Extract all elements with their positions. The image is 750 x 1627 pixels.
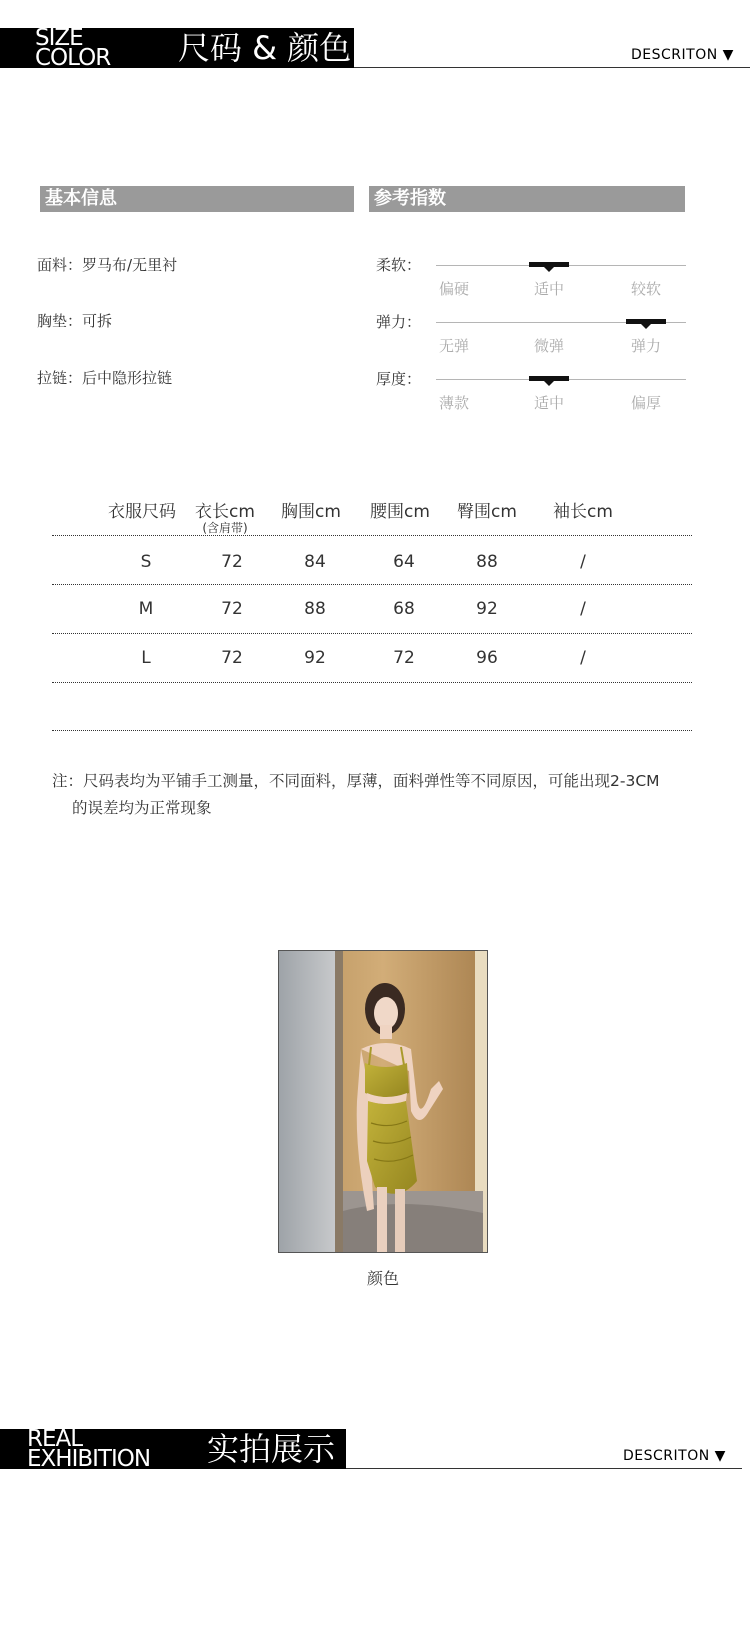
table-header: 胸围cm bbox=[281, 502, 341, 522]
table-header: 衣长cm bbox=[195, 502, 255, 522]
table-divider bbox=[52, 682, 692, 683]
header-cn-title: 实拍展示 bbox=[207, 1430, 336, 1468]
info-key: 面料： bbox=[37, 256, 83, 274]
basic-info-title: 基本信息 bbox=[40, 186, 354, 212]
table-header: 腰围cm bbox=[370, 502, 430, 522]
size-color-header bbox=[0, 25, 750, 71]
info-value: 可拆 bbox=[82, 312, 113, 330]
info-value: 罗马布/无里衬 bbox=[82, 256, 178, 274]
table-cell: 72 bbox=[393, 648, 415, 668]
table-cell: 88 bbox=[304, 599, 326, 619]
table-divider bbox=[52, 584, 692, 585]
info-row-pad bbox=[37, 310, 112, 331]
measurement-note bbox=[52, 768, 692, 822]
scale-label: 弹力： bbox=[376, 313, 422, 331]
table-header: 衣服尺码 bbox=[108, 502, 176, 522]
header-cn-title: 尺码 & 颜色 bbox=[178, 29, 352, 67]
table-cell: 72 bbox=[221, 648, 243, 668]
product-photo bbox=[278, 950, 488, 1253]
info-key: 胸垫： bbox=[37, 312, 83, 330]
table-header: 臀围cm bbox=[457, 502, 517, 522]
table-header-sub: (含肩带) bbox=[202, 521, 248, 535]
header-rule bbox=[346, 1468, 742, 1469]
table-cell: L bbox=[141, 648, 151, 668]
info-key: 拉链： bbox=[37, 369, 83, 387]
scale-elasticity bbox=[376, 311, 686, 361]
table-cell: S bbox=[140, 552, 152, 572]
table-cell: 96 bbox=[476, 648, 498, 668]
table-cell: / bbox=[580, 552, 586, 572]
scale-option: 较软 bbox=[630, 280, 661, 298]
header-en-line1: REAL bbox=[27, 1426, 83, 1452]
header-rule bbox=[354, 67, 750, 68]
table-cell: / bbox=[580, 648, 586, 668]
table-cell: M bbox=[138, 599, 154, 619]
scale-thickness bbox=[376, 368, 686, 418]
scale-marker bbox=[529, 262, 569, 267]
scale-label: 柔软： bbox=[376, 256, 422, 274]
table-cell: / bbox=[580, 599, 586, 619]
reference-title: 参考指数 bbox=[369, 186, 685, 212]
table-cell: 64 bbox=[393, 552, 415, 572]
scale-option: 薄款 bbox=[438, 394, 469, 412]
table-header: 袖长cm bbox=[553, 502, 613, 522]
header-en-line1: SIZE bbox=[35, 25, 83, 51]
descriton-link[interactable]: DESCRITON ▼ bbox=[631, 47, 734, 63]
color-caption: 颜色 bbox=[366, 1269, 399, 1288]
dress-photo-illustration bbox=[279, 951, 487, 1252]
table-cell: 88 bbox=[476, 552, 498, 572]
descriton-link[interactable]: DESCRITON ▼ bbox=[623, 1448, 726, 1464]
table-divider bbox=[52, 535, 692, 536]
table-cell: 92 bbox=[304, 648, 326, 668]
header-en-line2: COLOR bbox=[35, 45, 111, 71]
table-cell: 68 bbox=[393, 599, 415, 619]
table-cell: 92 bbox=[476, 599, 498, 619]
table-cell: 84 bbox=[304, 552, 326, 572]
info-row-zipper bbox=[37, 367, 172, 388]
scale-option: 适中 bbox=[533, 394, 564, 412]
real-exhibition-header bbox=[0, 1426, 742, 1472]
scale-marker bbox=[626, 319, 666, 324]
scale-marker bbox=[529, 376, 569, 381]
table-cell: 72 bbox=[221, 552, 243, 572]
note-line1: 注：尺码表均为平铺手工测量，不同面料，厚薄，面料弹性等不同原因，可能出现2-3CM bbox=[52, 772, 660, 790]
header-en-line2: EXHIBITION bbox=[27, 1446, 151, 1472]
table-divider bbox=[52, 633, 692, 634]
table-cell: 72 bbox=[221, 599, 243, 619]
scale-softness bbox=[376, 254, 686, 304]
info-value: 后中隐形拉链 bbox=[82, 369, 173, 387]
scale-option: 偏厚 bbox=[630, 394, 661, 412]
scale-option: 适中 bbox=[533, 280, 564, 298]
note-line2: 的误差均为正常现象 bbox=[72, 799, 212, 817]
scale-option: 微弹 bbox=[533, 337, 564, 355]
scale-option: 偏硬 bbox=[438, 280, 469, 298]
scale-option: 弹力 bbox=[630, 337, 661, 355]
scale-label: 厚度： bbox=[376, 370, 422, 388]
table-divider bbox=[52, 730, 692, 731]
info-row-fabric bbox=[37, 254, 177, 275]
scale-option: 无弹 bbox=[438, 337, 469, 355]
